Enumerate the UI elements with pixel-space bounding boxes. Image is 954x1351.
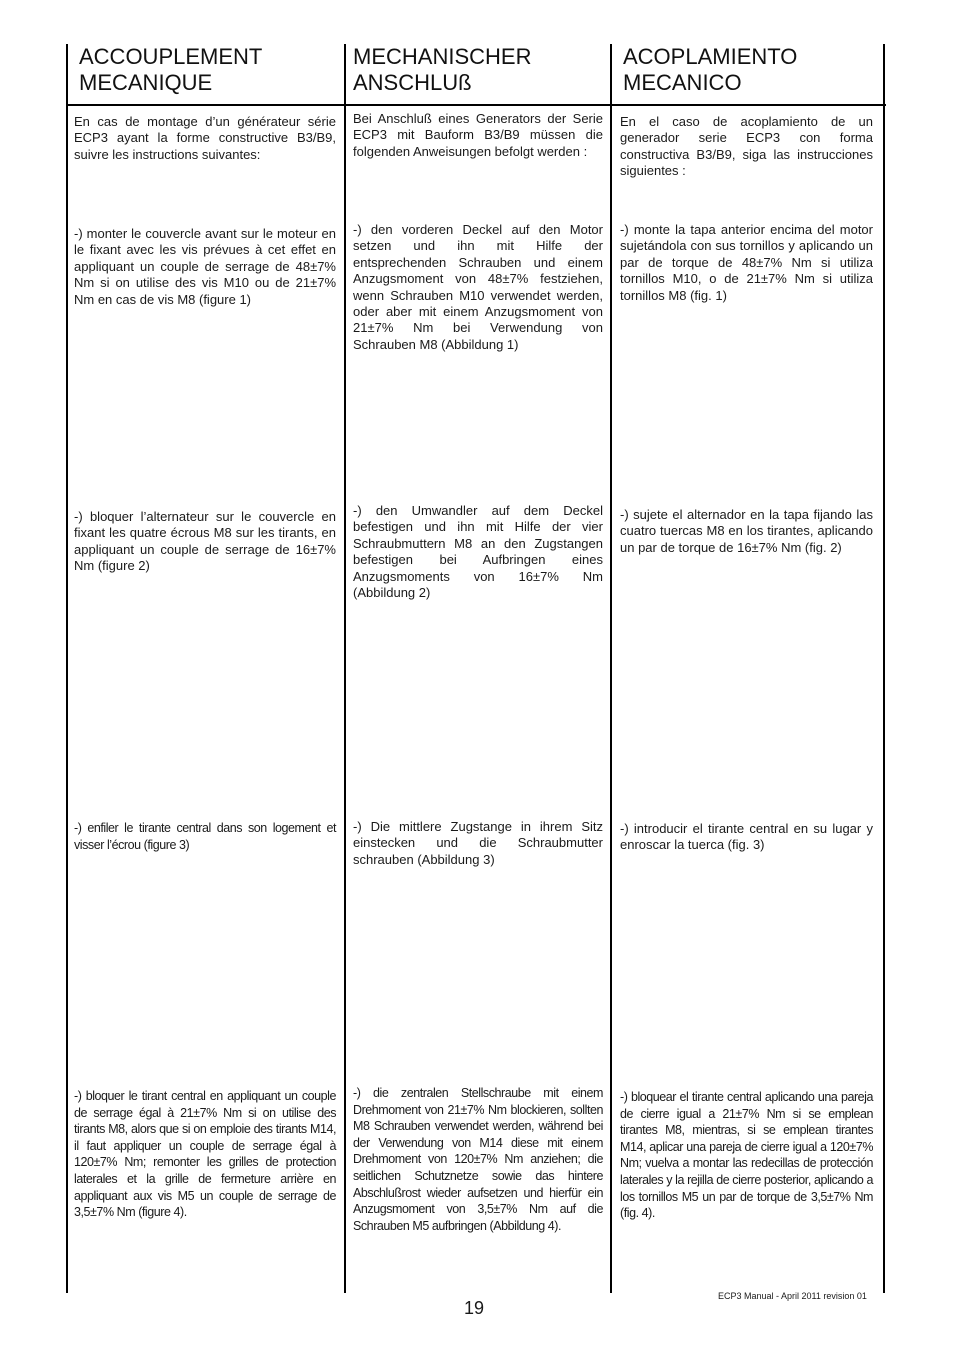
paragraph-step2-es: -) sujete el alternador en la tapa fijando las cuatro tuercas M8 en los tirantes, aplicando un par de torque de 16±7% Nm (fig. 2) — [620, 507, 873, 555]
paragraph-step1-es: -) monte la tapa anterior encima del motor sujetándola con sus tornillos y aplicando un par de torque de 48±7% Nm si utiliza tornillos M10, o de 21±7% Nm si utiliza tornillos M8 (fig. 1) — [620, 222, 873, 303]
column-divider-right — [883, 44, 885, 1293]
paragraph-step2-de: -) den Umwandler auf dem Deckel befestigen und ihn mit Hilfe der vier Schraubmuttern M8 an den Zugstangen befestigen bei Aufbringen eines Anzugsmoments von 16±7% Nm (Abbildung 2) — [353, 503, 603, 601]
paragraph-step3-de: -) Die mittlere Zugstange in ihrem Sitz einstecken und die Schraubmutter schrauben (Abbildung 3) — [353, 819, 603, 867]
paragraph-intro-de: Bei Anschluß eines Generators der Serie ECP3 mit Bauform B3/B9 müssen die folgenden Anweisungen befolgt werden : — [353, 111, 603, 159]
header-rule — [66, 104, 886, 106]
paragraph-intro-es: En el caso de acoplamiento de un generador serie ECP3 con forma constructiva B3/B9, siga las instrucciones siguientes : — [620, 114, 873, 179]
paragraph-step3-fr: -) enfiler le tirante central dans son logement et visser l’écrou (figure 3) — [74, 821, 336, 852]
paragraph-step3-es: -) introducir el tirante central en su lugar y enroscar la tuerca (fig. 3) — [620, 821, 873, 853]
column-title-german — [353, 44, 531, 96]
column-title-spanish — [623, 44, 797, 96]
paragraph-step2-fr: -) bloquer l’alternateur sur le couvercle en fixant les quatre écrous M8 sur les tirants, en appliquant un couple de serrage de 16±7% Nm (figure 2) — [74, 509, 336, 574]
paragraph-step1-de: -) den vorderen Deckel auf den Motor setzen und ihn mit Hilfe der entsprechenden Schrauben und einem Anzugsmoment von 48±7% festziehen, wenn Schrauben M10 verwendet werden, oder aber mit einem Anzugsmoment von 21±7% Nm bei Verwendung von Schrauben M8 (Abbildung 1) — [353, 222, 603, 352]
column-title-line: MECHANISCHER — [353, 44, 532, 69]
column-title-french — [79, 44, 262, 96]
footer-revision: ECP3 Manual - April 2011 revision 01 — [718, 1291, 867, 1301]
column-title-line: ACOPLAMIENTO — [623, 44, 798, 69]
paragraph-step4-fr: -) bloquer le tirant central en appliquant un couple de serrage égal à 21±7% Nm si on utilise des tirants M8, alors que si on emploie des tirants M14, il faut appliquer un couple de serrage égal à 120±7% Nm; remonter les grilles de protection laterales et la grille de fermeture arrière en appliquant aux vis M5 un couple de serrage de 3,5±7% Nm (figure 4). — [74, 1089, 336, 1220]
column-title-line: ANSCHLUß — [353, 70, 472, 95]
column-divider-left — [66, 44, 68, 1293]
page-number: 19 — [464, 1298, 485, 1318]
column-title-line: MECANICO — [623, 70, 742, 95]
paragraph-intro-fr: En cas de montage d’un générateur série ECP3 ayant la forme constructive B3/B9, suivre les instructions suivantes: — [74, 114, 336, 162]
column-divider-1 — [344, 44, 346, 1293]
column-title-line: ACCOUPLEMENT — [79, 44, 263, 69]
column-divider-2 — [610, 44, 612, 1293]
paragraph-step4-de: -) die zentralen Stellschraube mit einem Drehmoment von 21±7% Nm blockieren, sollten M8 Schrauben verwendet werden, während bei der Verwendung von M14 diese mit einem Drehmoment von 120±7% Nm anziehen; die seitlichen Schutznetze sowie das hintere Abschlußrost wieder aufsetzen und hierfür ein Anzugsmoment von 3,5±7% Nm auf die Schrauben M5 aufbringen (Abbildung 4). — [353, 1086, 603, 1233]
column-title-line: MECANIQUE — [79, 70, 213, 95]
paragraph-step4-es: -) bloquear el tirante central aplicando una pareja de cierre igual a 21±7% Nm si se emplean tirantes M8, mientras, si se emplean tirantes M14, aplicar una pareja de cierre igual a 120±7% Nm; vuelva a montar las redecillas de protección laterales y la rejilla de cierre posterior, aplicando a los tornillos M5 un par de torque de 3,5±7% Nm (fig. 4). — [620, 1090, 873, 1221]
paragraph-step1-fr: -) monter le couvercle avant sur le moteur en le fixant avec les vis prévues à cet effet en appliquant un couple de serrage de 48±7% Nm si on utilise des vis M10 ou de 21±7% Nm en cas de vis M8 (figure 1) — [74, 226, 336, 307]
